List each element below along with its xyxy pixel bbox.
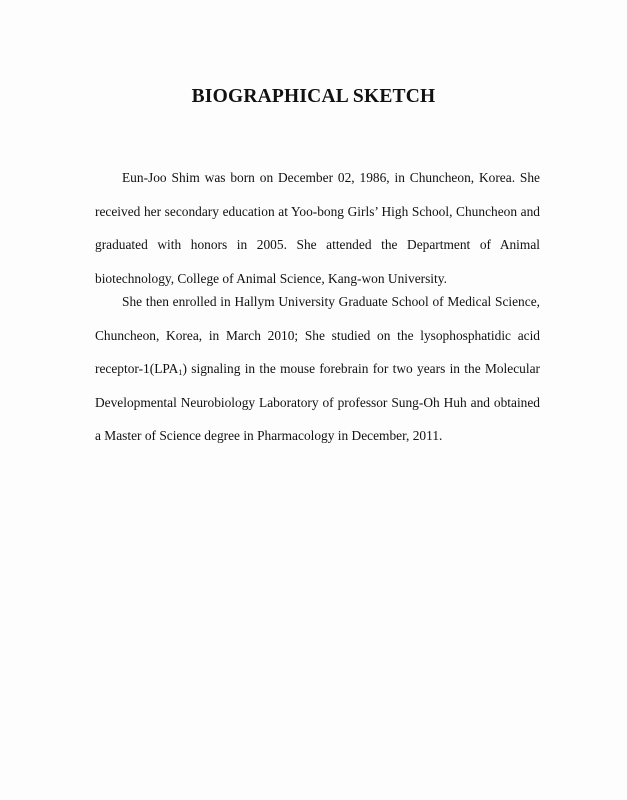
paragraph-1 — [95, 161, 540, 295]
paragraph-2-text-part-2: ) signaling in the mouse forebrain for two years in the Molecular Developmental Neurobiology Laboratory of professor Sung-Oh Huh and obtained a Master of Science degree in Pharmacology in December, 2011. — [95, 361, 540, 443]
paragraph-2-text-part-1: She then enrolled in Hallym University Graduate School of Medical Science, Chuncheon, Korea, in March 2010; She studied on the lysophosphatidic acid receptor-1(LPA — [95, 294, 540, 376]
paragraph-1-text: Eun-Joo Shim was born on December 02, 1986, in Chuncheon, Korea. She received her secondary education at Yoo-bong Girls’ High School, Chuncheon and graduated with honors in 2005. She attended the Department of Animal biotechnology, College of Animal Science, Kang-won University. — [95, 170, 540, 286]
page-title: BIOGRAPHICAL SKETCH — [191, 86, 436, 107]
lpa-subscript: 1 — [178, 367, 183, 377]
paragraph-2 — [95, 285, 540, 453]
